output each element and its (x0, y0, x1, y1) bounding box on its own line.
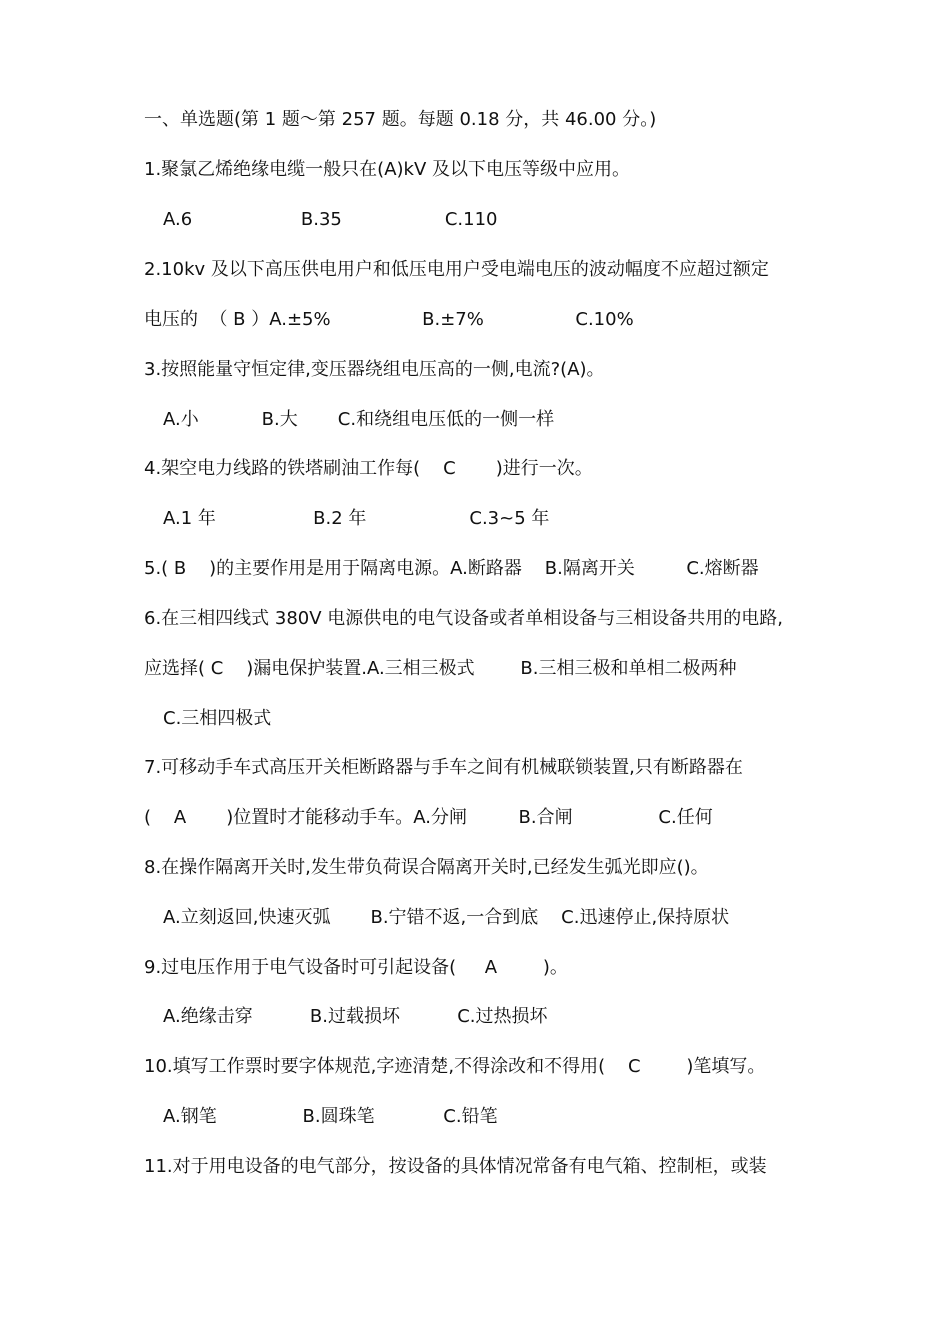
question-3-options: A.小 B.大 C.和绕组电压低的一侧一样 (163, 409, 555, 430)
question-10-stem: 10.填写工作票时要字体规范,字迹清楚,不得涂改和不得用( C )笔填写。 (144, 1056, 766, 1077)
question-4-options: A.1 年 B.2 年 C.3~5 年 (163, 508, 550, 529)
question-8-stem: 8.在操作隔离开关时,发生带负荷误合隔离开关时,已经发生弧光即应()。 (144, 857, 709, 878)
question-2-stem: 2.10kv 及以下高压供电用户和低压电用户受电端电压的波动幅度不应超过额定 (144, 259, 769, 280)
question-4-stem: 4.架空电力线路的铁塔刷油工作每( C )进行一次。 (144, 458, 593, 479)
question-9-stem: 9.过电压作用于电气设备时可引起设备( A )。 (144, 957, 568, 978)
question-5-stem: 5.( B )的主要作用是用于隔离电源。A.断路器 B.隔离开关 C.熔断器 (144, 558, 759, 579)
section-title: 一、单选题(第 1 题～第 257 题。每题 0.18 分，共 46.00 分。) (144, 109, 657, 130)
question-1-stem: 1.聚氯乙烯绝缘电缆一般只在(A)kV 及以下电压等级中应用。 (144, 159, 630, 180)
question-6-stem: 6.在三相四线式 380V 电源供电的电气设备或者单相设备与三相设备共用的电路, (144, 608, 784, 629)
question-3-stem: 3.按照能量守恒定律,变压器绕组电压高的一侧,电流?(A)。 (144, 359, 605, 380)
question-2-stem-continued: 电压的 （ B ）A.±5% B.±7% C.10% (144, 309, 634, 330)
question-8-options: A.立刻返回,快速灭弧 B.宁错不返,一合到底 C.迅速停止,保持原状 (163, 907, 730, 928)
question-7-stem-continued: ( A )位置时才能移动手车。A.分闸 B.合闸 C.任何 (144, 807, 713, 828)
question-10-options: A.钢笔 B.圆珠笔 C.铅笔 (163, 1106, 498, 1127)
question-9-options: A.绝缘击穿 B.过载损坏 C.过热损坏 (163, 1006, 548, 1027)
question-6-stem-continued: 应选择( C )漏电保护装置.A.三相三极式 B.三相三极和单相二极两种 (144, 658, 737, 679)
question-1-options: A.6 B.35 C.110 (163, 209, 498, 230)
question-11-stem: 11.对于用电设备的电气部分，按设备的具体情况常备有电气箱、控制柜，或装 (144, 1156, 767, 1177)
question-6-options: C.三相四极式 (163, 708, 272, 729)
question-7-stem: 7.可移动手车式高压开关柜断路器与手车之间有机械联锁装置,只有断路器在 (144, 757, 743, 778)
